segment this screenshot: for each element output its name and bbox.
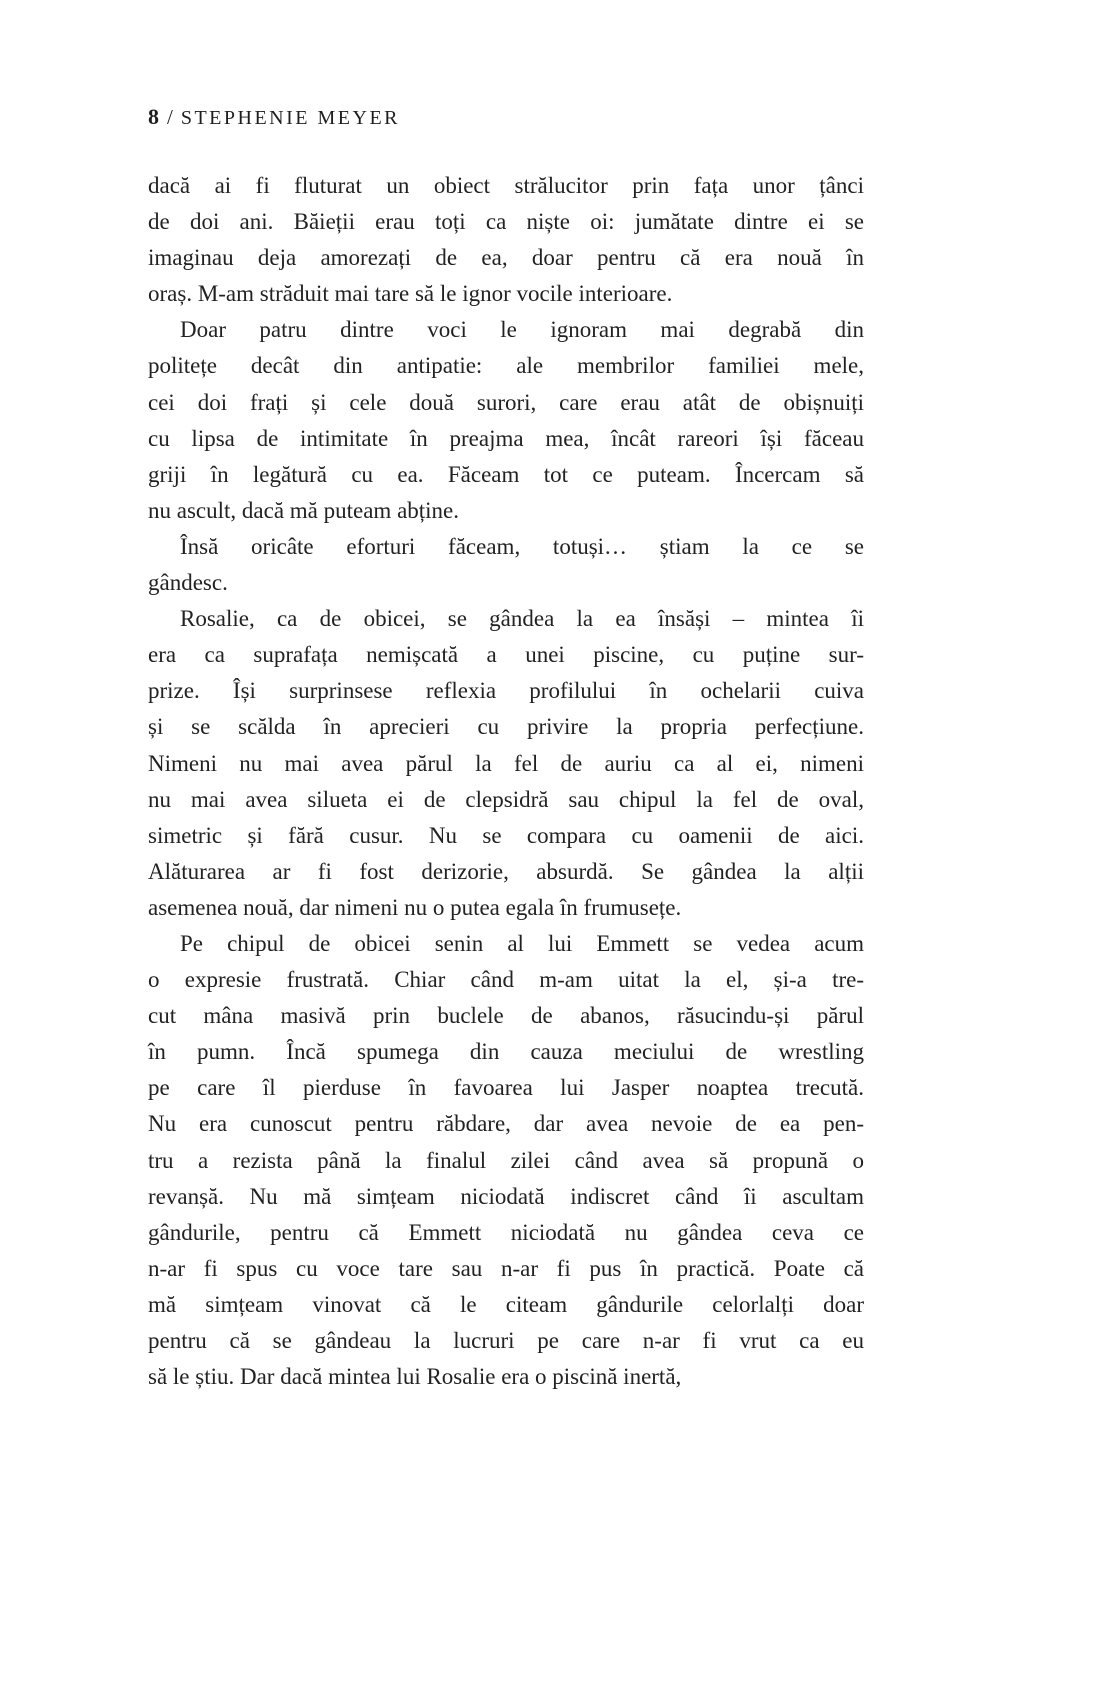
text-line: pe care îl pierduse în favoarea lui Jasper noaptea trecută.	[148, 1075, 864, 1101]
text-line: gândesc.	[148, 570, 228, 596]
page-header	[148, 104, 400, 130]
text-line: cu lipsa de intimitate în preajma mea, încât rareori își făceau	[148, 425, 864, 451]
text-line: Alăturarea ar fi fost derizorie, absurdă. Se gândea la alții	[148, 858, 864, 884]
text-line: asemenea nouă, dar nimeni nu o putea egala în frumusețe.	[148, 894, 682, 920]
text-line: o expresie frustrată. Chiar când m-am uitat la el, și-a tre-	[148, 967, 864, 993]
text-line: era ca suprafața nemișcată a unei piscine, cu puține sur-	[148, 642, 864, 668]
text-line: gândurile, pentru că Emmett niciodată nu gândea ceva ce	[148, 1219, 864, 1245]
page-number: 8	[148, 104, 159, 129]
paragraph	[148, 601, 864, 926]
page-body	[148, 168, 864, 1395]
text-line: tru a rezista până la finalul zilei când avea să propună o	[148, 1147, 864, 1173]
text-line: pentru că se gândeau la lucruri pe care n-ar fi vrut ca eu	[148, 1328, 864, 1353]
text-line: cei doi frați și cele două surori, care erau atât de obișnuiți	[148, 389, 864, 415]
text-line: Pe chipul de obicei senin al lui Emmett se vedea acum	[180, 930, 864, 956]
text-line: în pumn. Încă spumega din cauza meciului de wrestling	[148, 1039, 864, 1065]
text-line: Rosalie, ca de obicei, se gândea la ea însăși – mintea îi	[180, 606, 864, 632]
text-line: Însă oricâte eforturi făceam, totuși… știam la ce se	[180, 533, 864, 559]
text-line: politețe decât din antipatie: ale membrilor familiei mele,	[148, 353, 864, 379]
text-line: griji în legătură cu ea. Făceam tot ce puteam. Încercam să	[148, 461, 864, 487]
text-line: dacă ai fi fluturat un obiect strălucitor prin fața unor țânci	[148, 173, 864, 198]
paragraph	[148, 926, 864, 1395]
text-line: n-ar fi spus cu voce tare sau n-ar fi pus în practică. Poate că	[148, 1255, 864, 1281]
text-line: cut mâna masivă prin buclele de abanos, răsucindu-și părul	[148, 1003, 864, 1029]
paragraph	[148, 168, 864, 312]
header-separator: /	[167, 105, 173, 129]
author-name: STEPHENIE MEYER	[180, 107, 401, 129]
text-line: Nimeni nu mai avea părul la fel de auriu ca al ei, nimeni	[148, 750, 864, 776]
text-line: oraș. M-am străduit mai tare să le ignor vocile interioare.	[148, 281, 673, 307]
text-line: simetric și fără cusur. Nu se compara cu oamenii de aici.	[148, 822, 864, 848]
paragraph	[148, 529, 864, 601]
text-line: să le știu. Dar dacă mintea lui Rosalie era o piscină inertă,	[148, 1364, 682, 1390]
text-line: Nu era cunoscut pentru răbdare, dar avea nevoie de ea pen-	[148, 1111, 864, 1137]
text-line: prize. Își surprinsese reflexia profilului în ochelarii cuiva	[148, 678, 864, 704]
paragraph	[148, 312, 864, 529]
text-line: de doi ani. Băieții erau toți ca niște oi: jumătate dintre ei se	[148, 209, 864, 235]
text-line: și se scălda în aprecieri cu privire la propria perfecțiune.	[148, 714, 864, 740]
text-line: imaginau deja amorezați de ea, doar pentru că era nouă în	[148, 245, 864, 271]
text-line: Doar patru dintre voci le ignoram mai degrabă din	[180, 317, 864, 343]
text-line: revanșă. Nu mă simțeam niciodată indiscret când îi ascultam	[148, 1183, 864, 1209]
text-line: mă simțeam vinovat că le citeam gândurile celorlalți doar	[148, 1291, 864, 1317]
text-line: nu mai avea silueta ei de clepsidră sau chipul la fel de oval,	[148, 786, 864, 812]
text-line: nu ascult, dacă mă puteam abține.	[148, 497, 460, 523]
